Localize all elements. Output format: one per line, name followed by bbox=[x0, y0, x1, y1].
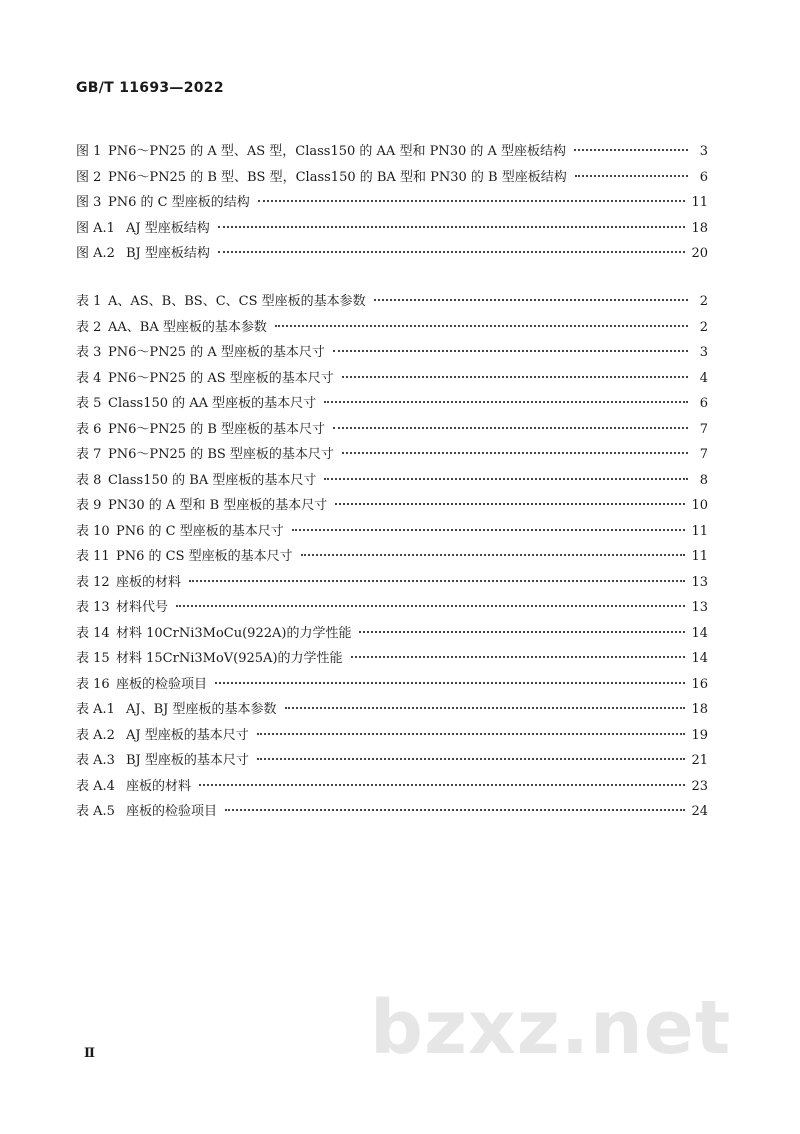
table-number: 表 6 bbox=[76, 421, 102, 437]
page-number: 7 bbox=[699, 421, 708, 437]
table-number: 表 A.1 bbox=[76, 702, 115, 717]
figure-entry[interactable] bbox=[76, 217, 708, 243]
page-number: 10 bbox=[691, 498, 708, 513]
table-number: 表 13 bbox=[76, 600, 110, 615]
table-title: 材料 10CrNi3MoCu(922A)的力学性能 bbox=[116, 625, 352, 641]
dot-leader bbox=[333, 427, 688, 429]
page-number: 21 bbox=[691, 753, 708, 768]
dot-leader bbox=[335, 503, 685, 505]
standard-code: GB/T 11693—2022 bbox=[76, 80, 224, 96]
table-number: 表 A.2 bbox=[76, 727, 115, 743]
page-number: 11 bbox=[691, 195, 708, 210]
dot-leader bbox=[359, 631, 685, 633]
dot-leader bbox=[351, 656, 686, 658]
table-number: 表 A.4 bbox=[76, 778, 115, 794]
table-number: 表 12 bbox=[76, 574, 110, 590]
table-number: 表 9 bbox=[76, 498, 102, 513]
figure-entry[interactable] bbox=[76, 140, 708, 166]
table-title: 座板的检验项目 bbox=[116, 676, 208, 692]
table-title: PN6～PN25 的 BS 型座板的基本尺寸 bbox=[108, 447, 334, 462]
page-number: 18 bbox=[691, 220, 708, 236]
dot-leader bbox=[574, 149, 688, 151]
table-number: 表 16 bbox=[76, 676, 110, 692]
page-number: 3 bbox=[699, 144, 708, 159]
figure-number: 图 2 bbox=[76, 169, 102, 185]
table-entry[interactable] bbox=[76, 367, 708, 393]
table-entry[interactable] bbox=[76, 469, 708, 495]
figure-entry[interactable] bbox=[76, 191, 708, 217]
page-number: 23 bbox=[691, 778, 708, 794]
table-title: Class150 的 BA 型座板的基本尺寸 bbox=[108, 472, 317, 488]
table-number: 表 4 bbox=[76, 370, 102, 386]
dot-leader bbox=[218, 226, 686, 228]
table-title: 座板的检验项目 bbox=[126, 804, 218, 819]
table-entry[interactable] bbox=[76, 520, 708, 546]
figure-number: 图 1 bbox=[76, 144, 102, 159]
table-title: PN6～PN25 的 AS 型座板的基本尺寸 bbox=[108, 370, 334, 386]
table-title: PN6 的 CS 型座板的基本尺寸 bbox=[116, 549, 293, 564]
dot-leader bbox=[257, 733, 686, 735]
table-title: PN6～PN25 的 A 型座板的基本尺寸 bbox=[108, 345, 325, 360]
page-number: 18 bbox=[691, 702, 708, 717]
table-number: 表 3 bbox=[76, 345, 102, 360]
dot-leader bbox=[374, 299, 688, 301]
figure-number: 图 A.2 bbox=[76, 246, 115, 261]
dot-leader bbox=[225, 809, 685, 811]
page-number: 13 bbox=[691, 574, 708, 590]
table-title: 材料 15CrNi3MoV(925A)的力学性能 bbox=[116, 651, 343, 666]
table-number: 表 5 bbox=[76, 396, 102, 411]
figure-title: BJ 型座板结构 bbox=[126, 246, 210, 261]
page-number: 13 bbox=[691, 600, 708, 615]
table-list bbox=[76, 290, 708, 826]
page-number: 2 bbox=[699, 319, 708, 335]
table-number: 表 1 bbox=[76, 294, 102, 309]
table-title: PN6～PN25 的 B 型座板的基本尺寸 bbox=[108, 421, 326, 437]
table-title: A、AS、B、BS、C、CS 型座板的基本参数 bbox=[108, 294, 366, 309]
page-number: 14 bbox=[691, 625, 708, 641]
table-number: 表 A.3 bbox=[76, 753, 115, 768]
table-title: AA、BA 型座板的基本参数 bbox=[108, 319, 267, 335]
page-number: 20 bbox=[691, 246, 708, 261]
table-entry[interactable] bbox=[76, 698, 708, 724]
dot-leader bbox=[218, 251, 686, 253]
page-number: 14 bbox=[691, 651, 708, 666]
page-number: 11 bbox=[691, 549, 708, 564]
table-title: AJ、BJ 型座板的基本参数 bbox=[126, 702, 277, 717]
page-folio: Ⅱ bbox=[84, 1046, 95, 1061]
page-number: 6 bbox=[699, 396, 708, 411]
page-number: 11 bbox=[691, 523, 708, 539]
table-entry[interactable] bbox=[76, 749, 708, 775]
table-entry[interactable] bbox=[76, 647, 708, 673]
page-number: 24 bbox=[691, 804, 708, 819]
dot-leader bbox=[258, 200, 686, 202]
dot-leader bbox=[324, 401, 688, 403]
dot-leader bbox=[285, 707, 686, 709]
dot-leader bbox=[342, 376, 688, 378]
dot-leader bbox=[575, 175, 688, 177]
figure-number: 图 3 bbox=[76, 195, 102, 210]
table-entry[interactable] bbox=[76, 341, 708, 367]
page-number: 4 bbox=[699, 370, 708, 386]
page-number: 16 bbox=[691, 676, 708, 692]
table-title: 座板的材料 bbox=[126, 778, 192, 794]
table-title: PN6 的 C 型座板的基本尺寸 bbox=[116, 523, 284, 539]
figure-title: AJ 型座板结构 bbox=[126, 220, 210, 236]
table-entry[interactable] bbox=[76, 443, 708, 469]
table-entry[interactable] bbox=[76, 724, 708, 750]
figure-entry[interactable] bbox=[76, 242, 708, 268]
dot-leader bbox=[333, 350, 688, 352]
figure-title: PN6 的 C 型座板的结构 bbox=[108, 195, 250, 210]
dot-leader bbox=[292, 529, 686, 531]
table-entry[interactable] bbox=[76, 392, 708, 418]
dot-leader bbox=[342, 452, 688, 454]
table-title: 材料代号 bbox=[116, 600, 169, 615]
dot-leader bbox=[324, 478, 688, 480]
table-entry[interactable] bbox=[76, 622, 708, 648]
table-entry[interactable] bbox=[76, 775, 708, 801]
table-entry[interactable] bbox=[76, 494, 708, 520]
table-entry[interactable] bbox=[76, 673, 708, 699]
dot-leader bbox=[301, 554, 686, 556]
table-entry[interactable] bbox=[76, 596, 708, 622]
page-number: 6 bbox=[699, 169, 708, 185]
figure-entry[interactable] bbox=[76, 166, 708, 192]
table-number: 表 8 bbox=[76, 472, 102, 488]
table-number: 表 2 bbox=[76, 319, 102, 335]
table-number: 表 14 bbox=[76, 625, 110, 641]
figure-title: PN6～PN25 的 B 型、BS 型，Class150 的 BA 型和 PN30 的 B 型座板结构 bbox=[108, 169, 567, 185]
dot-leader bbox=[257, 758, 686, 760]
table-entry[interactable] bbox=[76, 545, 708, 571]
page-number: 2 bbox=[699, 294, 708, 309]
dot-leader bbox=[189, 580, 685, 582]
table-title: Class150 的 AA 型座板的基本尺寸 bbox=[108, 396, 317, 411]
table-entry[interactable] bbox=[76, 571, 708, 597]
figure-title: PN6～PN25 的 A 型、AS 型，Class150 的 AA 型和 PN30 的 A 型座板结构 bbox=[108, 144, 567, 159]
page-number: 7 bbox=[699, 447, 708, 462]
table-entry[interactable] bbox=[76, 418, 708, 444]
table-entry[interactable] bbox=[76, 800, 708, 826]
table-number: 表 A.5 bbox=[76, 804, 115, 819]
dot-leader bbox=[199, 784, 685, 786]
table-entry[interactable] bbox=[76, 316, 708, 342]
table-title: AJ 型座板的基本尺寸 bbox=[126, 727, 249, 743]
table-entry[interactable] bbox=[76, 290, 708, 316]
dot-leader bbox=[176, 605, 685, 607]
table-number: 表 15 bbox=[76, 651, 110, 666]
table-number: 表 10 bbox=[76, 523, 110, 539]
table-number: 表 11 bbox=[76, 549, 110, 564]
table-number: 表 7 bbox=[76, 447, 102, 462]
page-number: 19 bbox=[691, 727, 708, 743]
dot-leader bbox=[275, 325, 688, 327]
page-number: 3 bbox=[699, 345, 708, 360]
figure-list bbox=[76, 140, 708, 268]
watermark: bzxz.net bbox=[370, 985, 732, 1071]
table-title: 座板的材料 bbox=[116, 574, 182, 590]
table-title: BJ 型座板的基本尺寸 bbox=[126, 753, 249, 768]
dot-leader bbox=[215, 682, 685, 684]
page-number: 8 bbox=[699, 472, 708, 488]
table-title: PN30 的 A 型和 B 型座板的基本尺寸 bbox=[108, 498, 328, 513]
figure-number: 图 A.1 bbox=[76, 220, 115, 236]
